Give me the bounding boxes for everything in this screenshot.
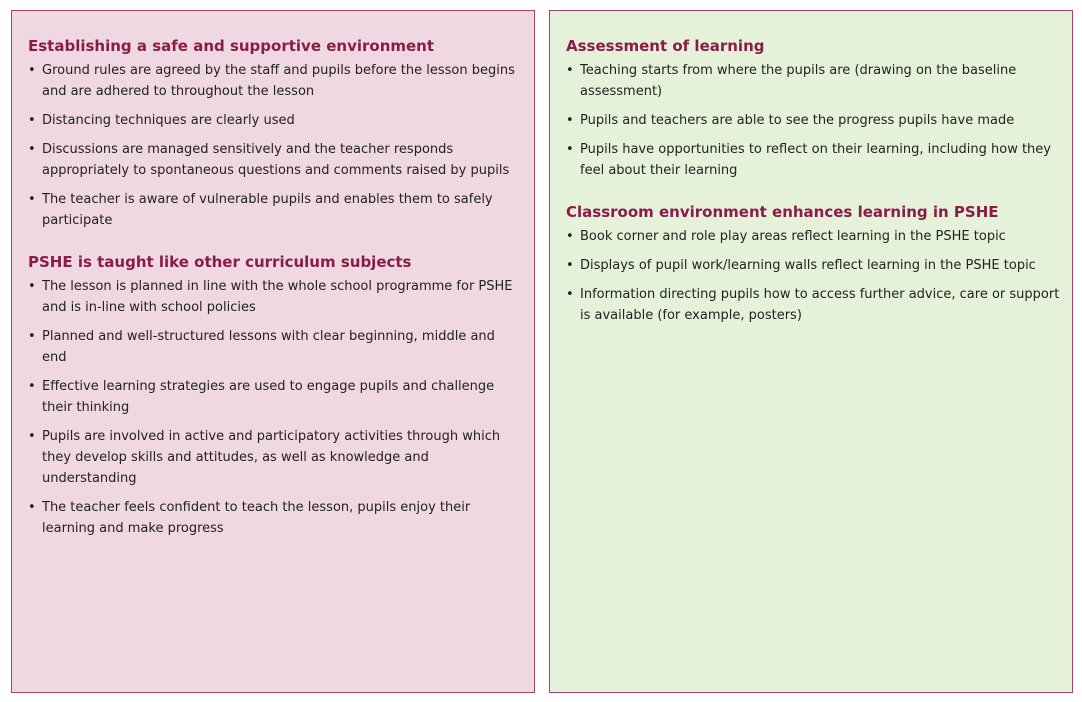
list-item: • Planned and well-structured lessons with clear beginning, middle and end (28, 326, 522, 368)
bullet-list (566, 226, 1060, 326)
list-item: • The teacher is aware of vulnerable pupils and enables them to safely participate (28, 189, 522, 231)
section-classroom-environment (566, 201, 1060, 326)
bullet-list (28, 276, 522, 539)
list-item: • Distancing techniques are clearly used (28, 110, 522, 131)
section-curriculum-subjects (28, 251, 522, 539)
bullet-list (28, 60, 522, 231)
section-title: Establishing a safe and supportive environment (28, 37, 435, 55)
bullet-list (566, 60, 1060, 181)
section-assessment (566, 35, 1060, 181)
list-item: • Pupils have opportunities to reflect on their learning, including how they feel about their learning (566, 139, 1060, 181)
right-panel (549, 10, 1073, 693)
list-item: • The lesson is planned in line with the whole school programme for PSHE and is in-line with school policies (28, 276, 522, 318)
section-safe-environment (28, 35, 522, 231)
list-item: • Pupils are involved in active and participatory activities through which they develop skills and attitudes, as well as knowledge and understanding (28, 426, 522, 489)
list-item: • Teaching starts from where the pupils are (drawing on the baseline assessment) (566, 60, 1060, 102)
section-title: Assessment of learning (566, 37, 765, 55)
list-item: • Book corner and role play areas reflect learning in the PSHE topic (566, 226, 1060, 247)
section-title: Classroom environment enhances learning in PSHE (566, 203, 999, 221)
list-item: • The teacher feels confident to teach the lesson, pupils enjoy their learning and make progress (28, 497, 522, 539)
left-panel (11, 10, 535, 693)
list-item: • Displays of pupil work/learning walls reflect learning in the PSHE topic (566, 255, 1060, 276)
list-item: • Effective learning strategies are used to engage pupils and challenge their thinking (28, 376, 522, 418)
list-item: • Pupils and teachers are able to see the progress pupils have made (566, 110, 1060, 131)
list-item: • Information directing pupils how to access further advice, care or support is available (for example, posters) (566, 284, 1060, 326)
list-item: • Ground rules are agreed by the staff and pupils before the lesson begins and are adhered to throughout the lesson (28, 60, 522, 102)
section-title: PSHE is taught like other curriculum subjects (28, 253, 412, 271)
list-item: • Discussions are managed sensitively and the teacher responds appropriately to spontaneous questions and comments raised by pupils (28, 139, 522, 181)
